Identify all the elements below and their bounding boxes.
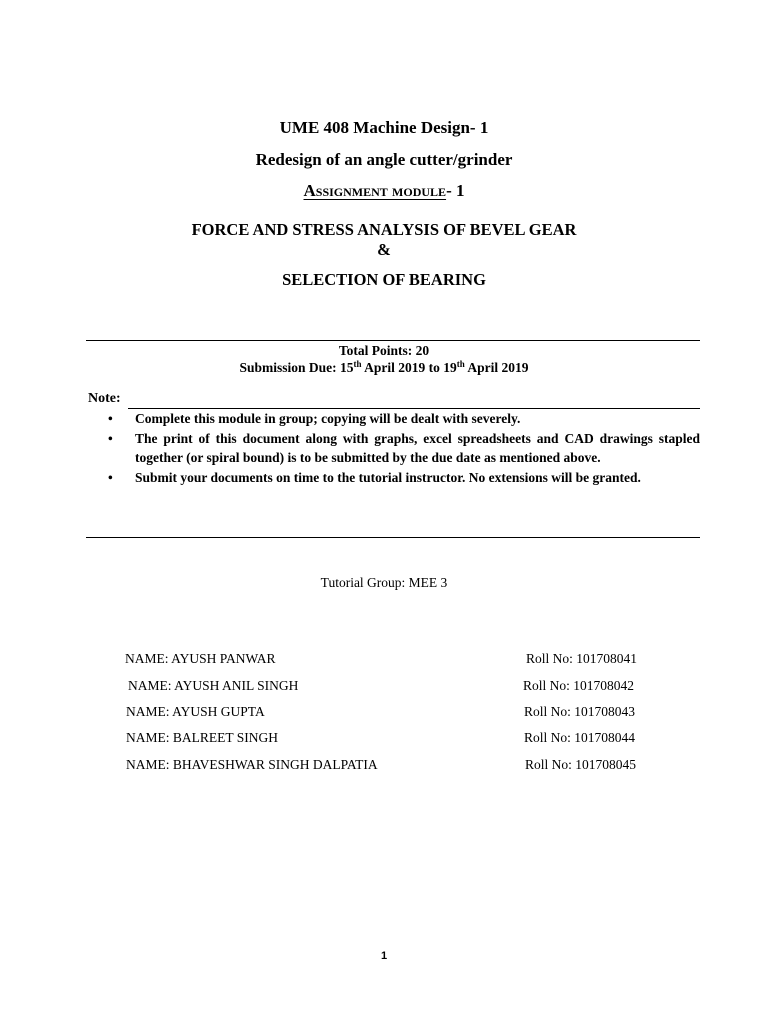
note-item: • Complete this module in group; copying will be dealt with severely. (108, 409, 700, 429)
member-roll: Roll No: 101708045 (525, 757, 637, 772)
module-label: Assignment module (303, 181, 447, 200)
member-roll: Roll No: 101708043 (524, 704, 636, 719)
page-number: 1 (380, 950, 388, 962)
member-name: NAME: BALREET SINGH (126, 730, 279, 745)
member-roll: Roll No: 101708044 (524, 730, 636, 745)
module-heading (0, 181, 768, 201)
member-name: NAME: BHAVESHWAR SINGH DALPATIA (126, 757, 378, 772)
member-name: NAME: AYUSH ANIL SINGH (128, 678, 299, 693)
tutorial-group: Tutorial Group: MEE 3 (320, 575, 448, 590)
member-name: NAME: AYUSH GUPTA (126, 704, 265, 719)
member-roll: Roll No: 101708042 (523, 678, 635, 693)
total-points: Total Points: 20 (338, 343, 430, 358)
note-list (108, 409, 700, 487)
assignment-subtitle: Redesign of an angle cutter/grinder (255, 150, 513, 169)
bullet-icon: • (108, 469, 113, 485)
course-title: UME 408 Machine Design- 1 (279, 118, 489, 137)
bullet-icon: • (108, 430, 113, 446)
member-name: NAME: AYUSH PANWAR (125, 651, 276, 666)
member-roll: Roll No: 101708041 (526, 651, 638, 666)
module-suffix: - 1 (446, 181, 465, 200)
section-ampersand: & (377, 240, 391, 259)
note-item: • Submit your documents on time to the tutorial instructor. No extensions will be granted. (108, 468, 700, 488)
note-label: Note: (88, 391, 121, 406)
bullet-icon: • (108, 411, 113, 426)
submission-due: Submission Due: 15th April 2019 to 19th April 2019 (239, 359, 529, 375)
divider-top (86, 340, 700, 341)
section-title-1: FORCE AND STRESS ANALYSIS OF BEVEL GEAR (191, 220, 577, 239)
divider-bottom (86, 537, 700, 538)
note-item: • The print of this document along with graphs, excel spreadsheets and CAD drawings stapled together (or spiral bound) is to be submitted by the due date as mentioned above. (108, 430, 700, 465)
section-title-2: SELECTION OF BEARING (282, 270, 486, 289)
